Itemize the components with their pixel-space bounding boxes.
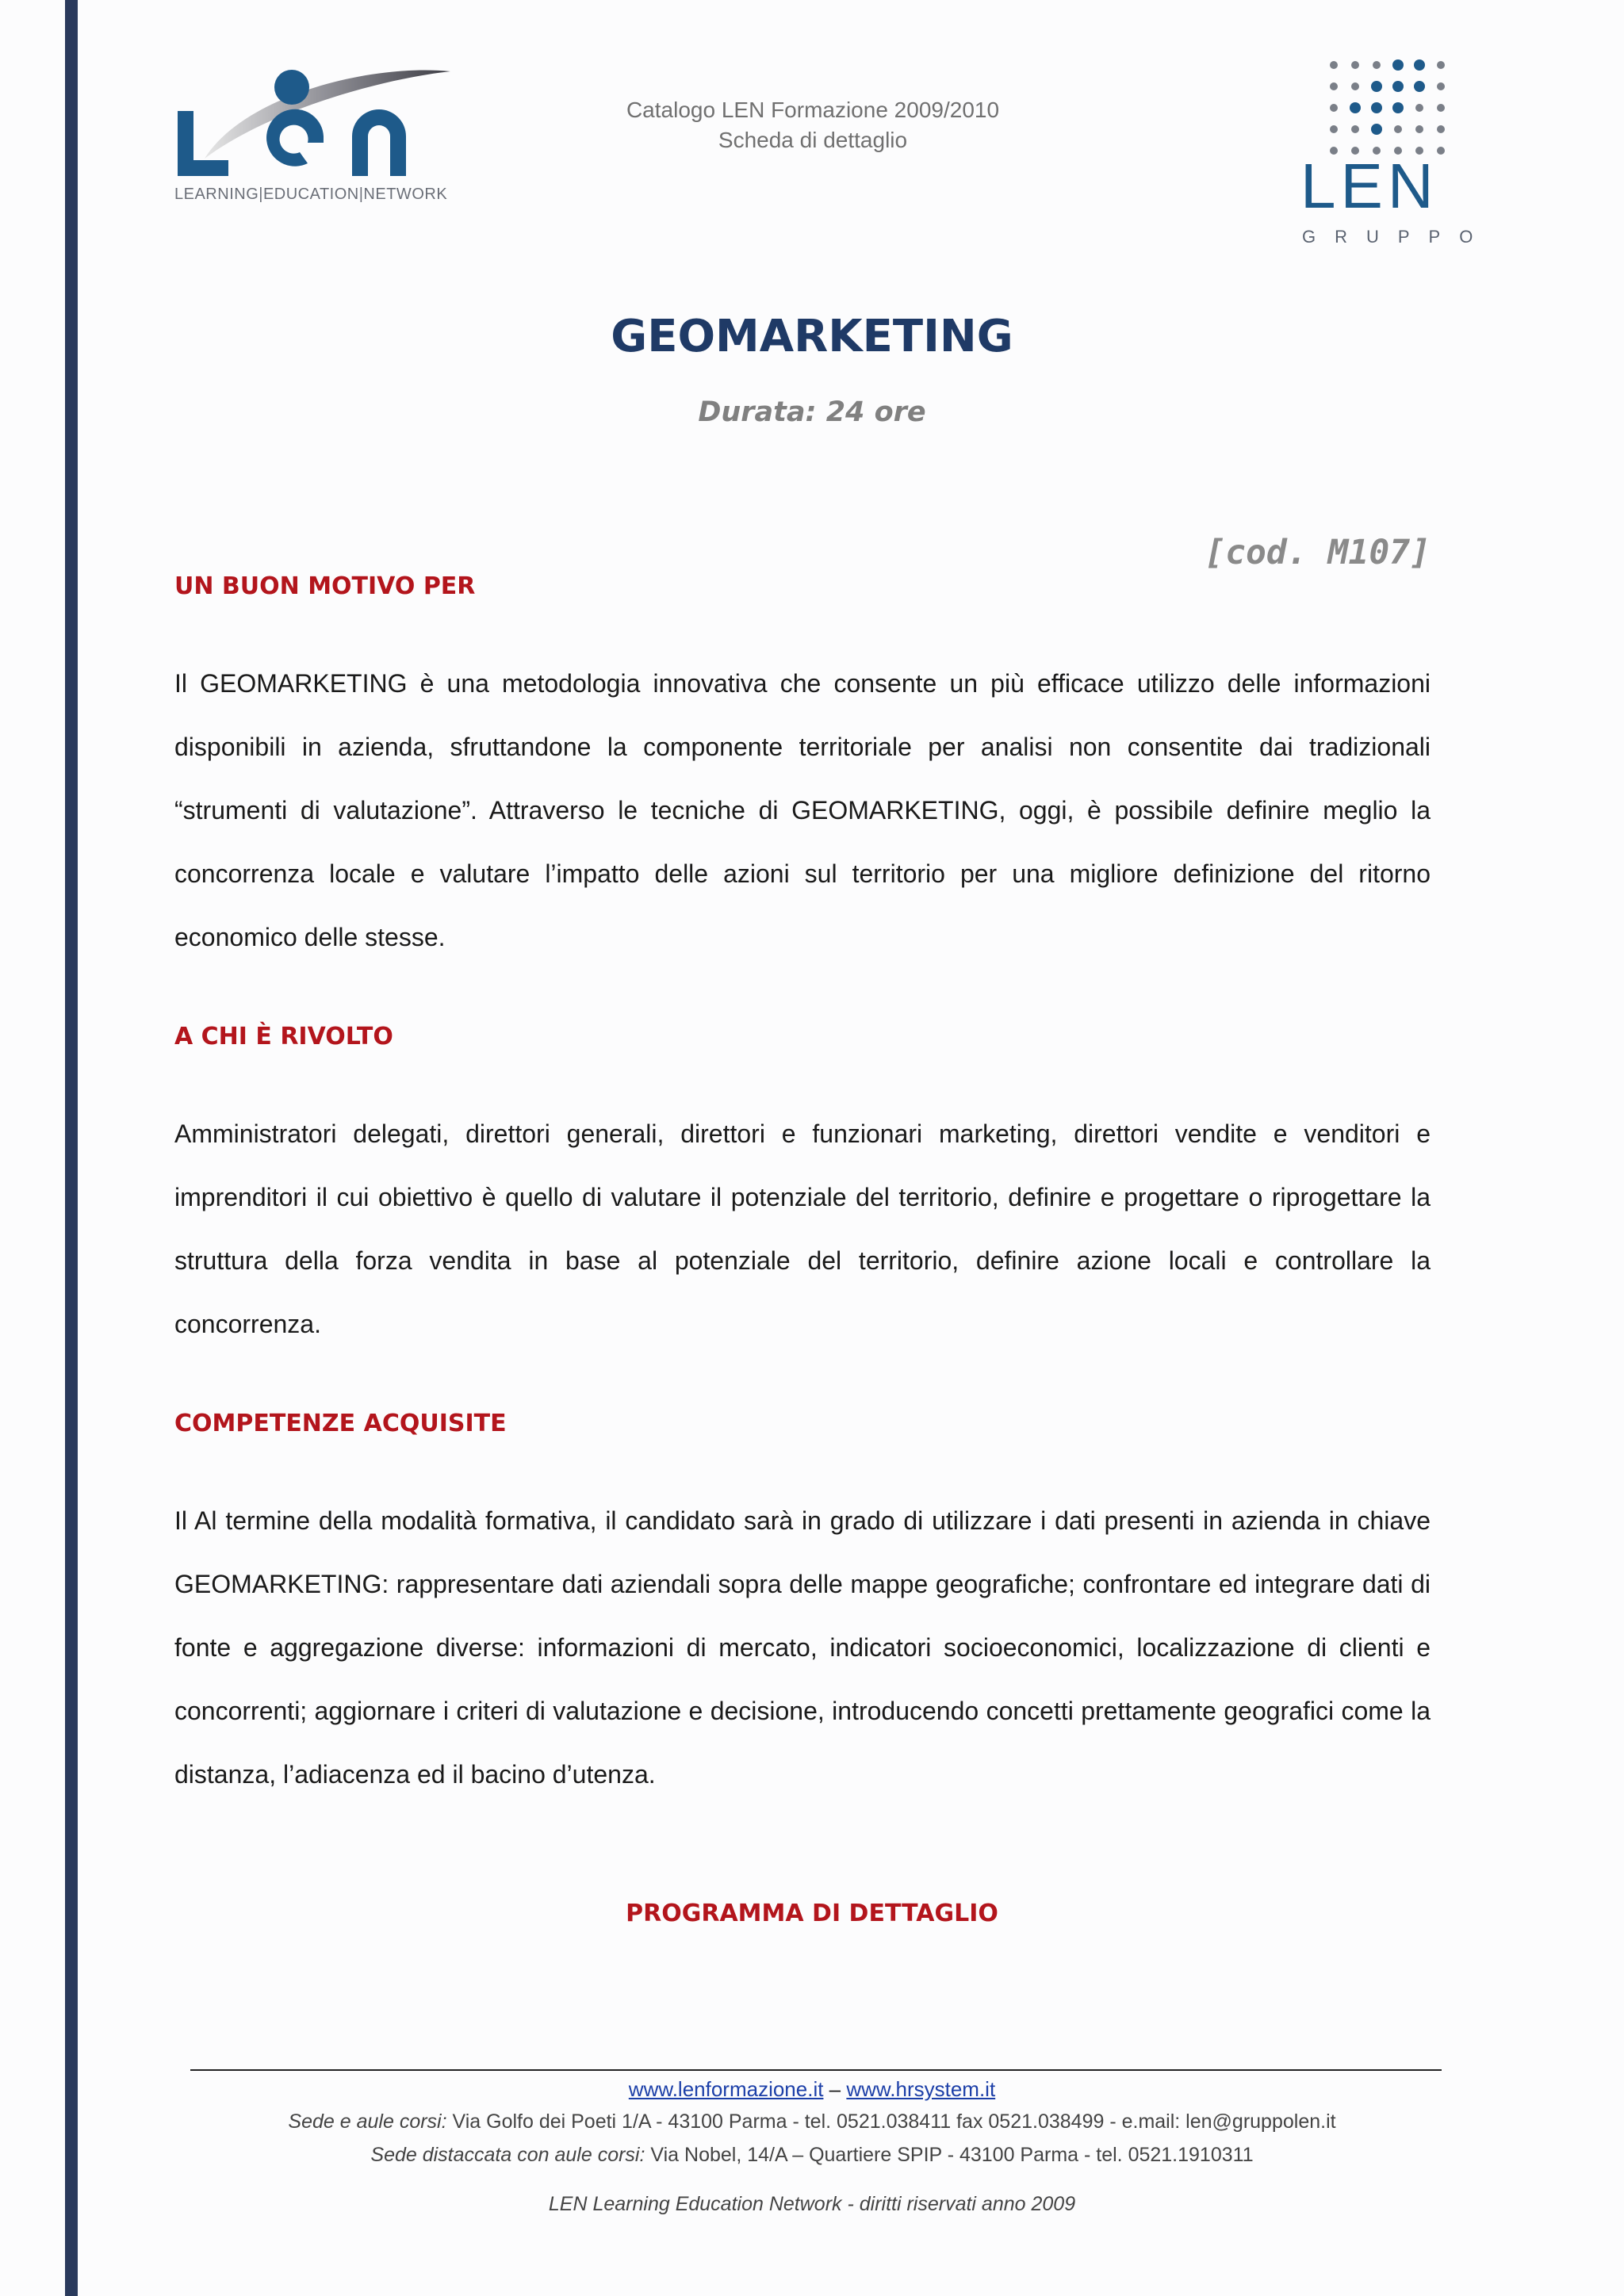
section-text-rivolto: Amministratori delegati, direttori generali, direttori e funzionari marketing, direttori vendite e venditori e imprenditori il cui obiettivo è quello di valutare il potenziale del territorio, definire e progettare o riprogettare la struttura della forza vendita in base al potenziale del territorio, definire azione locali e controllare la concorrenza. bbox=[174, 1119, 1431, 1338]
gruppo-logo-dot bbox=[1371, 102, 1382, 113]
gruppo-logo-dot bbox=[1437, 104, 1445, 112]
gruppo-logo-dot bbox=[1394, 125, 1402, 133]
gruppo-logo-dot bbox=[1351, 125, 1359, 133]
gruppo-logo-dot bbox=[1415, 125, 1423, 133]
gruppo-logo-dot bbox=[1371, 124, 1382, 135]
gruppo-logo-dot bbox=[1351, 61, 1359, 69]
footer-link-hrsystem[interactable]: www.hrsystem.it bbox=[846, 2077, 996, 2101]
gruppo-logo-dot bbox=[1351, 82, 1359, 90]
gruppo-logo-dot bbox=[1330, 61, 1338, 69]
gruppo-logo-dot bbox=[1392, 81, 1404, 92]
footer-distaccata-text: Via Nobel, 14/A – Quartiere SPIP - 43100 Parma - tel. 0521.1910311 bbox=[645, 2144, 1254, 2166]
footer-link-separator: – bbox=[823, 2077, 847, 2101]
gruppo-logo-dot bbox=[1330, 104, 1338, 112]
footer-divider bbox=[190, 2069, 1442, 2071]
section-heading-motivo: UN BUON MOTIVO PER bbox=[174, 572, 476, 600]
footer-rights: LEN Learning Education Network - diritti riservati anno 2009 bbox=[548, 2193, 1076, 2215]
section-text-motivo: Il GEOMARKETING è una metodologia innovativa che consente un più efficace utilizzo delle informazioni disponibili in azienda, sfruttandone la componente territoriale per analisi non consentite dai tradizionali “strumenti di valutazione”. Attraverso le tecniche di GEOMARKETING, oggi, è possibile definire meglio la concorrenza locale e valutare l’impatto delle azioni sul territorio per una migliore definizione del ritorno economico delle stesse. bbox=[174, 669, 1431, 951]
programma-heading: PROGRAMMA DI DETTAGLIO bbox=[626, 1900, 998, 1927]
footer-link-lenformazione[interactable]: www.lenformazione.it bbox=[628, 2077, 824, 2101]
footer-sede-label: Sede e aule corsi: bbox=[288, 2110, 447, 2133]
gruppo-logo-sub: GRUPPO bbox=[1302, 227, 1475, 247]
footer-sede bbox=[0, 2110, 1624, 2133]
section-heading-rivolto: A CHI È RIVOLTO bbox=[174, 1023, 393, 1050]
gruppo-logo-dot bbox=[1392, 59, 1404, 71]
gruppo-logo-dot bbox=[1371, 81, 1382, 92]
section-heading-competenze: COMPETENZE ACQUISITE bbox=[174, 1410, 507, 1437]
footer-links bbox=[0, 2077, 1624, 2102]
len-logo bbox=[173, 63, 458, 206]
footer-distaccata bbox=[0, 2144, 1624, 2167]
gruppo-logo-dot bbox=[1414, 59, 1425, 71]
gruppo-logo-dot bbox=[1437, 125, 1445, 133]
gruppo-logo-dot bbox=[1437, 61, 1445, 69]
gruppo-logo-dot bbox=[1330, 125, 1338, 133]
gruppo-logo-dot bbox=[1415, 104, 1423, 112]
gruppo-logo-dot bbox=[1414, 81, 1425, 92]
gruppo-logo-dot bbox=[1350, 102, 1361, 113]
course-code: [cod. M107] bbox=[1205, 533, 1431, 572]
section-text-competenze: Il Al termine della modalità formativa, il candidato sarà in grado di utilizzare i dati presenti in azienda in chiave GEOMARKETING: rappresentare dati aziendali sopra delle mappe geografiche; confrontare ed integrare dati di fonte e aggregazione diverse: informazioni di mercato, indicatori socioeconomici, localizzazione di clienti e concorrenti; aggiornare i criteri di valutazione e decisione, introducendo concetti prettamente geografici come la distanza, l’adiacenza ed il bacino d’utenza. bbox=[174, 1506, 1431, 1789]
len-logo-tagline: LEARNING|EDUCATION|NETWORK bbox=[174, 186, 448, 203]
footer-sede-text: Via Golfo dei Poeti 1/A - 43100 Parma - tel. 0521.038411 fax 0521.038499 - e.mail: len@gruppolen.it bbox=[446, 2110, 1336, 2133]
len-gruppo-logo bbox=[1293, 55, 1475, 254]
gruppo-logo-word: LEN bbox=[1300, 151, 1438, 221]
catalog-line-1: Catalogo LEN Formazione 2009/2010 bbox=[626, 98, 1000, 122]
course-title: GEOMARKETING bbox=[611, 311, 1013, 362]
footer-distaccata-label: Sede distaccata con aule corsi: bbox=[370, 2144, 645, 2166]
catalog-header bbox=[571, 95, 1055, 155]
catalog-line-2: Scheda di dettaglio bbox=[718, 128, 908, 152]
gruppo-logo-dot bbox=[1373, 61, 1381, 69]
gruppo-logo-dot bbox=[1330, 82, 1338, 90]
gruppo-logo-dot bbox=[1392, 102, 1404, 113]
course-duration: Durata: 24 ore bbox=[698, 396, 926, 428]
gruppo-logo-dot bbox=[1437, 82, 1445, 90]
